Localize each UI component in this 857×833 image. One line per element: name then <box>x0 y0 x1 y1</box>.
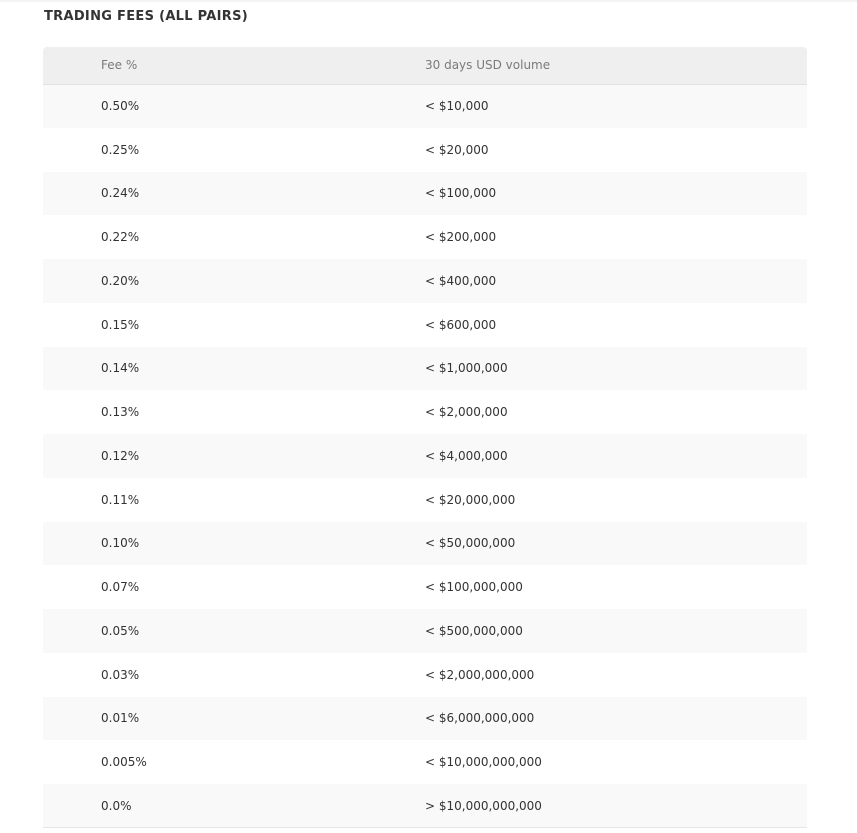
fee-cell: 0.05% <box>101 623 140 638</box>
fee-cell: 0.11% <box>101 492 140 507</box>
table-row <box>43 434 807 478</box>
fee-cell: 0.25% <box>101 142 140 157</box>
fee-cell: 0.20% <box>101 273 140 288</box>
table-row <box>43 478 807 522</box>
fee-cell: 0.0% <box>101 798 132 813</box>
volume-cell: < $400,000 <box>425 273 497 288</box>
fee-cell: 0.15% <box>101 317 140 332</box>
volume-cell: < $4,000,000 <box>425 448 508 463</box>
fee-cell: 0.24% <box>101 186 140 201</box>
table-row <box>43 259 807 303</box>
volume-cell: < $50,000,000 <box>425 536 516 551</box>
table-row <box>43 303 807 347</box>
volume-cell: < $2,000,000,000 <box>425 667 535 682</box>
table-row <box>43 522 807 566</box>
fee-cell: 0.07% <box>101 580 140 595</box>
fee-column-header: Fee % <box>43 47 425 84</box>
fee-cell: 0.03% <box>101 667 140 682</box>
table-row <box>43 172 807 216</box>
fee-cell: 0.005% <box>101 755 147 770</box>
page-title: TRADING FEES (ALL PAIRS) <box>44 9 249 24</box>
fee-cell: 0.14% <box>101 361 140 376</box>
volume-cell: < $10,000 <box>425 99 489 114</box>
fee-cell: 0.13% <box>101 405 140 420</box>
table-header-row <box>43 47 807 84</box>
table-row <box>43 84 807 128</box>
fee-cell: 0.10% <box>101 536 140 551</box>
volume-cell: < $10,000,000,000 <box>425 755 542 770</box>
fee-cell: 0.12% <box>101 448 140 463</box>
table-row <box>43 697 807 741</box>
table-row <box>43 653 807 697</box>
table-bottom-border <box>43 827 807 828</box>
volume-cell: < $6,000,000,000 <box>425 711 535 726</box>
table-row <box>43 609 807 653</box>
volume-cell: < $1,000,000 <box>425 361 508 376</box>
table-row <box>43 215 807 259</box>
volume-cell: < $100,000,000 <box>425 580 523 595</box>
volume-cell: < $20,000 <box>425 142 489 157</box>
table-header <box>43 47 807 84</box>
table-row <box>43 128 807 172</box>
volume-cell: > $10,000,000,000 <box>425 798 542 813</box>
table-row <box>43 347 807 391</box>
table-row <box>43 740 807 784</box>
fee-cell: 0.01% <box>101 711 140 726</box>
volume-column-header: 30 days USD volume <box>425 47 807 84</box>
table-row <box>43 784 807 828</box>
volume-cell: < $100,000 <box>425 186 497 201</box>
fee-cell: 0.50% <box>101 99 140 114</box>
volume-cell: < $2,000,000 <box>425 405 508 420</box>
volume-cell: < $200,000 <box>425 230 497 245</box>
table-row <box>43 565 807 609</box>
table-body <box>43 84 807 828</box>
volume-cell: < $500,000,000 <box>425 623 523 638</box>
table-row <box>43 390 807 434</box>
top-divider <box>0 0 857 2</box>
trading-fees-table <box>43 47 807 828</box>
volume-cell: < $20,000,000 <box>425 492 516 507</box>
fee-cell: 0.22% <box>101 230 140 245</box>
volume-cell: < $600,000 <box>425 317 497 332</box>
